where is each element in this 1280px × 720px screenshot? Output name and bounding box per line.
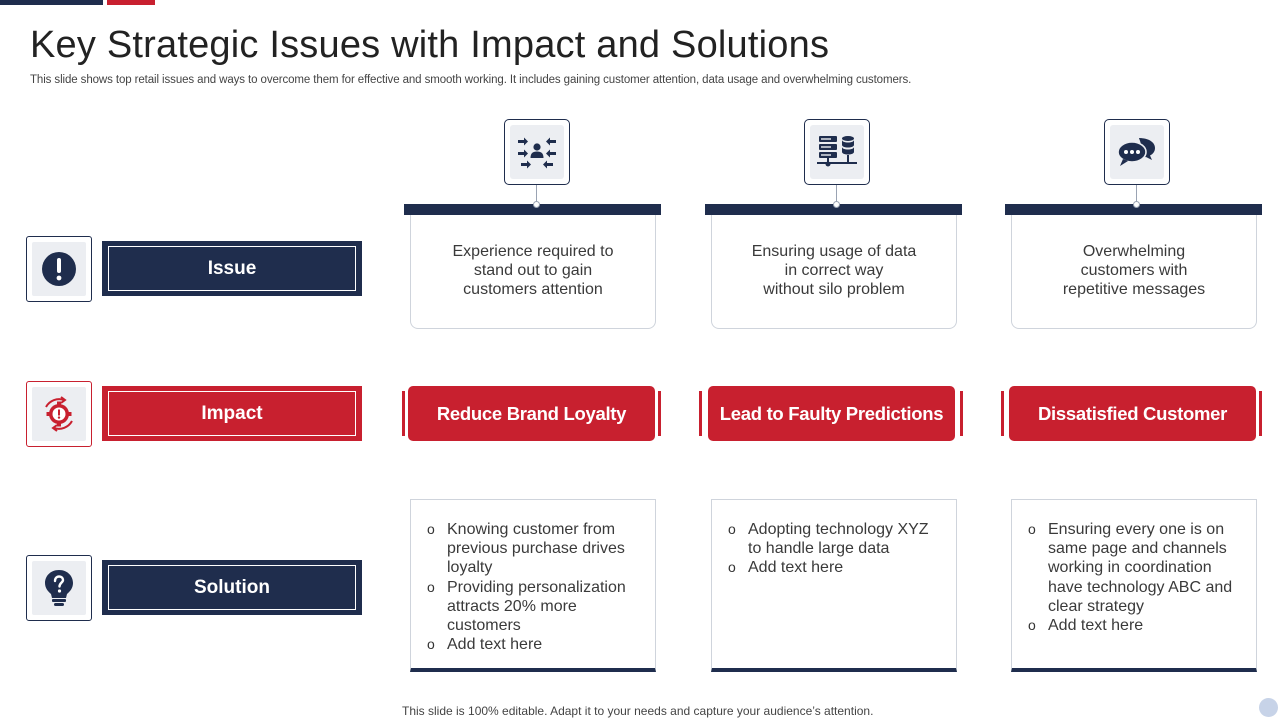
- page-title: Key Strategic Issues with Impact and Solutions: [30, 24, 830, 66]
- column-1-impact-card: [408, 386, 655, 441]
- column-2-icon-box: [804, 119, 870, 185]
- list-item: o Adopting technology XYZ to handle large data: [728, 520, 946, 558]
- column-2-impact-side-left: [699, 391, 702, 436]
- issue-row-icon-box: [26, 236, 92, 302]
- page-subtitle: This slide shows top retail issues and ways to overcome them for effective and smooth working. It includes gaining customer attention, data usage and overwhelming customers.: [30, 74, 912, 86]
- solution-row-icon-box: [26, 555, 92, 621]
- solution-row-label-text: Solution: [194, 576, 270, 598]
- column-3-issue-card: [1011, 215, 1257, 329]
- chat-bubbles-icon: [1115, 134, 1159, 170]
- column-3-issue-text: Overwhelming customers with repetitive messages: [1062, 243, 1206, 298]
- list-item: o Ensuring every one is on same page and channels working in coordination have technology ABC and clear strategy: [1028, 520, 1246, 616]
- column-3-icon-box: [1104, 119, 1170, 185]
- list-item: o Providing personalization attracts 20% more customers: [427, 578, 645, 636]
- column-2-impact-card: [708, 386, 955, 441]
- column-1-issue-card: [410, 215, 656, 329]
- issue-row-label-text: Issue: [207, 257, 257, 279]
- impact-row-label-text: Impact: [201, 402, 263, 424]
- footer-note: This slide is 100% editable. Adapt it to your needs and capture your audience’s attention.: [402, 704, 874, 718]
- list-item: o Add text here: [728, 558, 946, 577]
- list-item: o Add text here: [1028, 616, 1246, 635]
- gear-alert-icon: [38, 393, 80, 435]
- column-1-impact-side-right: [658, 391, 661, 436]
- column-2-issue-text: Ensuring usage of data in correct way without silo problem: [751, 243, 917, 298]
- impact-row-icon-box: [26, 381, 92, 447]
- column-3-connector-dot: [1133, 201, 1140, 208]
- column-1-issue-text: Experience required to stand out to gain customers attention: [452, 243, 614, 298]
- column-1-connector-dot: [533, 201, 540, 208]
- impact-row-label: [102, 386, 362, 441]
- column-2-solution-card: [711, 499, 957, 672]
- column-1-impact-text: Reduce Brand Loyalty: [436, 402, 627, 424]
- list-item: o Knowing customer from previous purchase drives loyalty: [427, 520, 645, 578]
- exclamation-icon: [41, 251, 77, 287]
- column-1-solution-card: [410, 499, 656, 672]
- column-2-connector-dot: [833, 201, 840, 208]
- top-accent-bar-red: [107, 0, 155, 5]
- data-server-icon: [815, 134, 859, 170]
- customer-attention-icon: [515, 134, 559, 170]
- top-accent-bar-navy: [0, 0, 103, 5]
- column-3-impact-card: [1009, 386, 1256, 441]
- column-3-impact-text: Dissatisfied Customer: [1037, 402, 1228, 424]
- issue-row-label: [102, 241, 362, 296]
- column-2-impact-side-right: [960, 391, 963, 436]
- column-1-icon-box: [504, 119, 570, 185]
- corner-decoration: [1259, 698, 1278, 717]
- column-3-impact-side-left: [1001, 391, 1004, 436]
- column-2-impact-text: Lead to Faulty Predictions: [719, 402, 944, 424]
- lightbulb-question-icon: [42, 568, 76, 608]
- column-1-impact-side-left: [402, 391, 405, 436]
- column-2-issue-card: [711, 215, 957, 329]
- column-3-solution-card: [1011, 499, 1257, 672]
- column-3-impact-side-right: [1259, 391, 1262, 436]
- solution-row-label: [102, 560, 362, 615]
- list-item: o Add text here: [427, 635, 645, 654]
